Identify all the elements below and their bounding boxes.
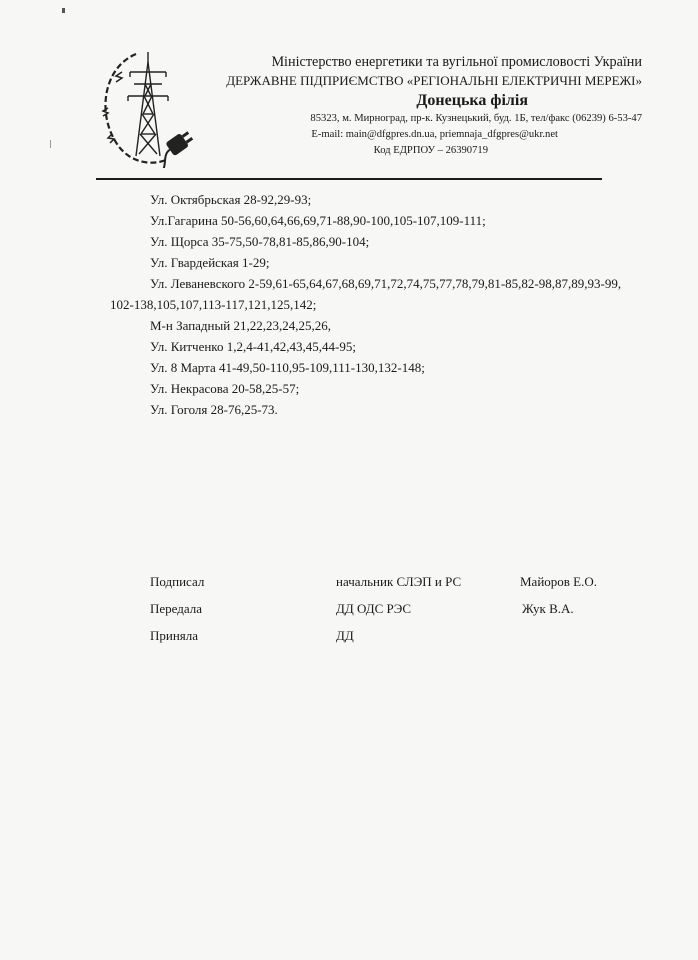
street-line: Ул. Октябрьская 28-92,29-93; xyxy=(150,192,312,207)
signature-name: Жук В.А. xyxy=(522,601,574,616)
scan-mark xyxy=(62,8,65,13)
street-line: Ул. Китченко 1,2,4-41,42,43,45,44-95; xyxy=(150,339,356,354)
signature-name: Майоров Е.О. xyxy=(520,574,598,589)
street-line: Ул.Гагарина 50-56,60,64,66,69,71-88,90-100,105-107,109-111; xyxy=(150,213,486,228)
email-line: E-mail: main@dfgpres.dn.ua, priemnaja_dfgpres@ukr.net xyxy=(311,129,558,140)
signature-position: начальник СЛЭП и РС xyxy=(336,574,462,589)
enterprise-title: ДЕРЖАВНЕ ПІДПРИЄМСТВО «РЕГІОНАЛЬНІ ЕЛЕКТРИЧНІ МЕРЕЖІ» xyxy=(226,73,642,88)
signature-position: ДД xyxy=(336,628,354,643)
street-line: Ул. Некрасова 20-58,25-57; xyxy=(150,381,300,396)
ministry-title: Міністерство енергетики та вугільної промисловості України xyxy=(271,54,642,70)
street-line: Ул. Гоголя 28-76,25-73. xyxy=(150,402,278,417)
branch-title: Донецька філія xyxy=(416,92,528,109)
signature-action: Передала xyxy=(150,601,203,616)
street-line: 102-138,105,107,113-117,121,125,142; xyxy=(110,297,317,312)
street-line: Ул. Щорса 35-75,50-78,81-85,86,90-104; xyxy=(150,234,370,249)
street-line: Ул. Леваневского 2-59,61-65,64,67,68,69,71,72,74,75,77,78,79,81-85,82-98,87,89,93-99, xyxy=(150,276,622,291)
scan-mark xyxy=(50,140,51,148)
address-line: 85323, м. Мирноград, пр-к. Кузнецький, буд. 1Б, тел/факс (06239) 6-53-47 xyxy=(310,113,642,124)
power-pylon-plug-logo-icon xyxy=(92,48,204,168)
street-line: Ул. 8 Марта 41-49,50-110,95-109,111-130,132-148; xyxy=(150,360,425,375)
signature-action: Приняла xyxy=(150,628,199,643)
signature-action: Подписал xyxy=(150,574,205,589)
street-line: М-н Западный 21,22,23,24,25,26, xyxy=(150,318,331,333)
street-line: Ул. Гвардейская 1-29; xyxy=(150,255,270,270)
signature-position: ДД ОДС РЭС xyxy=(336,601,411,616)
header-divider xyxy=(96,178,602,180)
edrpou-code: Код ЕДРПОУ – 26390719 xyxy=(373,145,488,156)
